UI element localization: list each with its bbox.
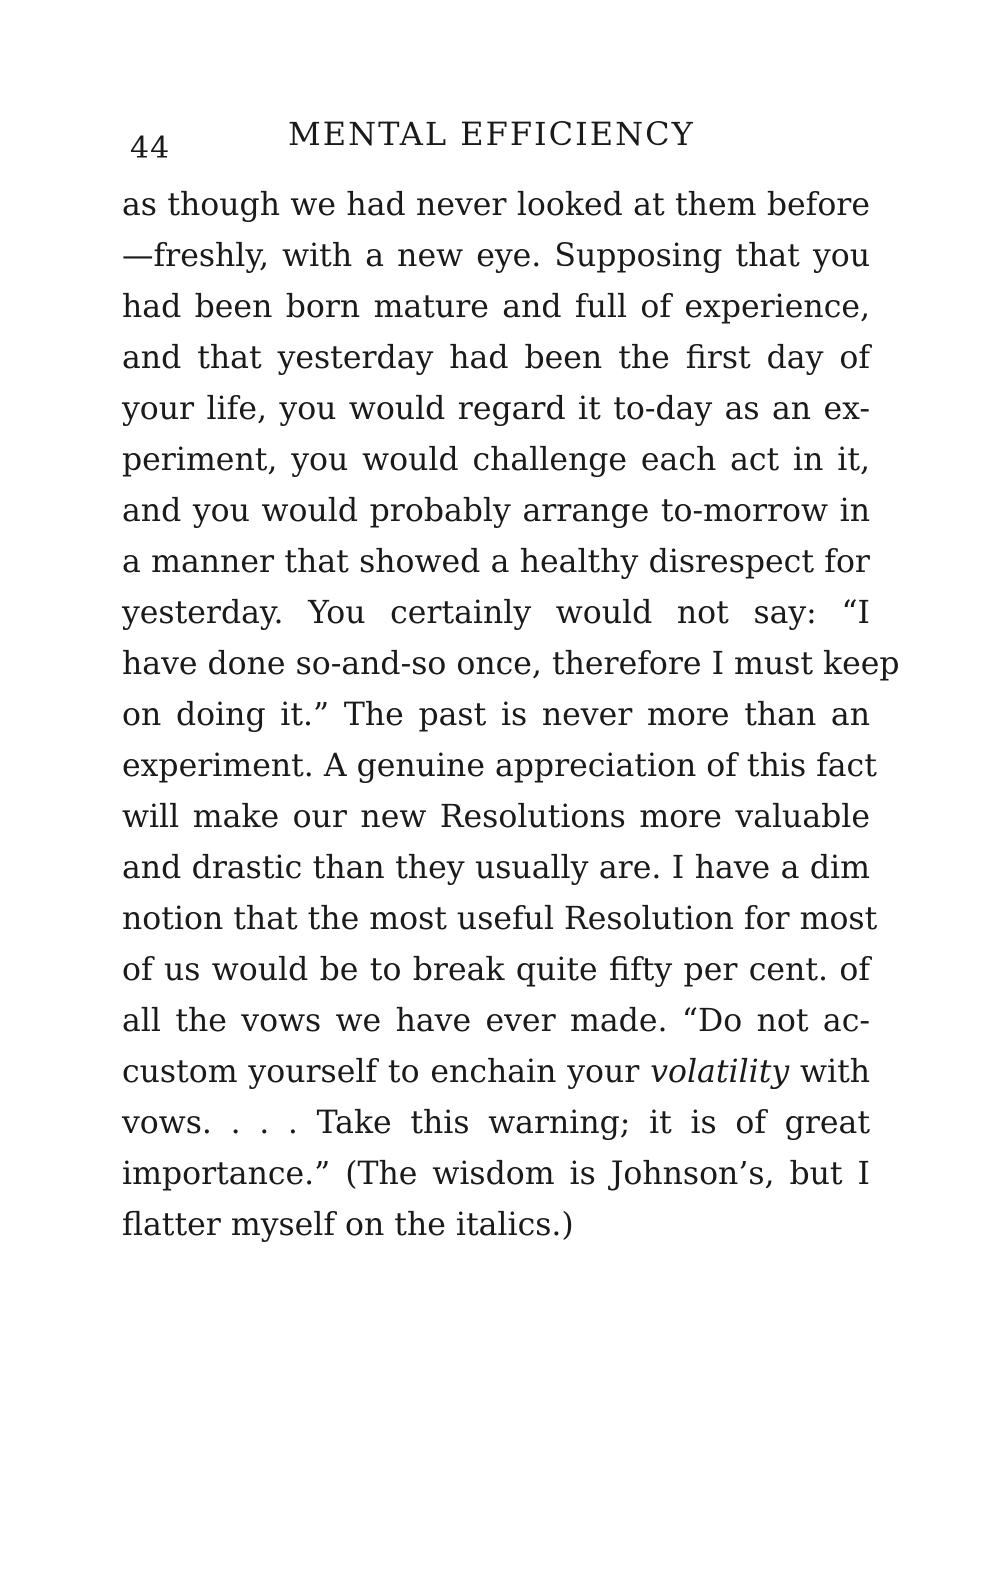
text-line: will make our new Resolutions more valuable — [122, 799, 870, 835]
text-line: your life, you would regard it to-day as an ex- — [122, 391, 870, 427]
text-line: and drastic than they usually are. I have a dim — [122, 850, 870, 886]
text-line-with-italic — [122, 1047, 870, 1098]
text-segment: with — [800, 1054, 871, 1090]
body-text — [122, 180, 900, 1251]
text-line: experiment. A genuine appreciation of this fact — [122, 748, 877, 784]
text-line: had been born mature and full of experience, — [122, 289, 870, 325]
text-line: vows. . . . Take this warning; it is of great — [122, 1105, 870, 1141]
text-line: yesterday. You certainly would not say: “I — [122, 595, 870, 631]
text-line: importance.” (The wisdom is Johnson’s, but I — [122, 1156, 870, 1192]
text-line: periment, you would challenge each act in it, — [122, 442, 870, 478]
running-title: MENTAL EFFICIENCY — [288, 115, 695, 153]
text-line: as though we had never looked at them before — [122, 187, 870, 223]
text-line: have done so-and-so once, therefore I must keep — [122, 646, 900, 682]
text-line: notion that the most useful Resolution for most — [122, 901, 878, 937]
text-line: and you would probably arrange to-morrow in — [122, 493, 870, 529]
text-line: of us would be to break quite fifty per cent. of — [122, 952, 870, 988]
text-line: and that yesterday had been the first day of — [122, 340, 870, 376]
text-line: on doing it.” The past is never more than an — [122, 697, 870, 733]
text-line: a manner that showed a healthy disrespect for — [122, 544, 870, 580]
italic-word: volatility — [650, 1054, 790, 1090]
text-segment: custom yourself to enchain your — [122, 1054, 640, 1090]
text-line: all the vows we have ever made. “Do not ac- — [122, 1003, 870, 1039]
text-line: —freshly, with a new eye. Supposing that you — [122, 238, 870, 274]
text-line: flatter myself on the italics.) — [122, 1207, 574, 1243]
page-number: 44 — [130, 131, 171, 166]
